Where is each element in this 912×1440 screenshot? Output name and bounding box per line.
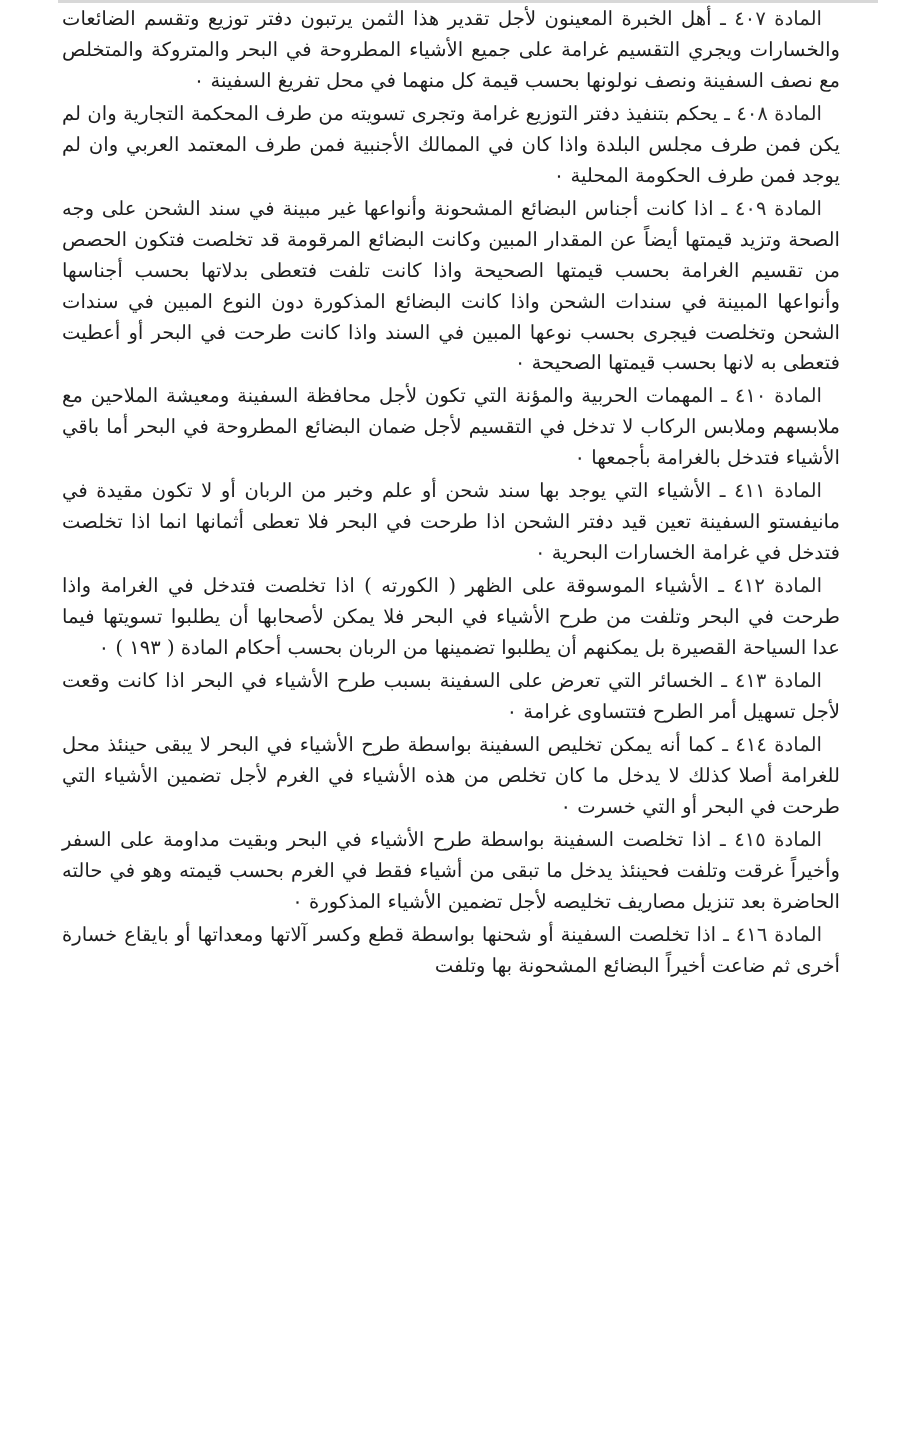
article-407 [62, 4, 840, 97]
article-label: المادة ٤٠٨ ـ [724, 101, 822, 125]
article-416 [62, 920, 840, 982]
article-label: المادة ٤١٢ ـ [718, 574, 823, 598]
article-text: الأشياء الموسوقة على الظهر ( الكورته ) اذا تخلصت فتدخل في الغرامة واذا طرحت في البحر وتلفت من طرح الأشياء في البحر فلا يمكن لأصحابها أن يطلبوا تسويتها فيما عدا السياحة القصيرة بل يمكنهم أن يطلبوا تضمينها من الربان بحسب أحكام المادة ( ١٩٣ ) ٠ [62, 574, 840, 660]
article-label: المادة ٤١٥ ـ [719, 827, 822, 851]
article-label: المادة ٤١١ ـ [719, 479, 822, 503]
document-page [62, 4, 840, 984]
article-text: اذا كانت أجناس البضائع المشحونة وأنواعها غير مبينة في سند الشحن على وجه الصحة وتزيد قيمتها أيضاً عن المقدار المبين وكانت البضائع المرقومة قد تخلصت فتكون الحصص من تقسيم الغرامة بحسب قيمتها الصحيحة واذا كانت تلفت فتعطى بدلاتها بحسب أجناسها وأنواعها المبينة في سندات الشحن واذا كانت البضائع المذكورة دون النوع المبين في سندات الشحن وتخلصت فيجرى بحسب نوعها المبين في السند واذا كانت طرحت في البحر أو أعطيت فتعطى به لانها بحسب قيمتها الصحيحة ٠ [62, 196, 840, 375]
article-text: الخسائر التي تعرض على السفينة بسبب طرح الأشياء في البحر اذا كانت وقعت لأجل تسهيل أمر الطرح فتتساوى غرامة ٠ [62, 669, 840, 723]
article-text: يحكم بتنفيذ دفتر التوزيع غرامة وتجرى تسويته من طرف المحكمة التجارية وان لم يكن فمن طرف مجلس البلدة واذا كان في الممالك الأجنبية فمن طرف المعتمد العربي وان لم يوجد فمن طرف الحكومة المحلية ٠ [62, 101, 840, 187]
article-label: المادة ٤٠٩ ـ [721, 196, 822, 220]
article-text: اذا تخلصت السفينة أو شحنها بواسطة قطع وكسر آلاتها ومعداتها أو بايقاع خسارة أخرى ثم ضاعت أخيراً البضائع المشحونة بها وتلفت [62, 922, 840, 977]
article-label: المادة ٤٠٧ ـ [720, 7, 823, 30]
article-415 [62, 825, 840, 918]
article-text: المهمات الحربية والمؤنة التي تكون لأجل محافظة السفينة ومعيشة الملاحين مع ملابسهم وملابس الركاب لا تدخل في التقسيم لأجل ضمان البضائع المطروحة في البحر أما باقي الأشياء فتدخل بالغرامة بأجمعها ٠ [62, 384, 840, 470]
article-label: المادة ٤١٤ ـ [722, 732, 822, 756]
article-409 [62, 194, 840, 380]
article-text: كما أنه يمكن تخليص السفينة بواسطة طرح الأشياء في البحر لا يبقى حينئذ محل للغرامة أصلا كذلك لا يدخل ما كان تخلص من هذه الأشياء في الغرم لأجل تضمين الأشياء التي طرحت في البحر أو التي خسرت ٠ [62, 732, 840, 818]
article-label: المادة ٤١٦ ـ [723, 922, 823, 946]
article-label: المادة ٤١٠ ـ [721, 384, 822, 408]
article-413 [62, 666, 840, 728]
article-412 [62, 571, 840, 664]
article-label: المادة ٤١٣ ـ [721, 669, 822, 693]
article-410 [62, 381, 840, 474]
article-414 [62, 730, 840, 823]
article-text: أهل الخبرة المعينون لأجل تقدير هذا الثمن يرتبون دفتر توزيع وتقسم الضائعات والخسارات ويجري التقسيم غرامة على جميع الأشياء المطروحة في البحر والمتروكة والمتخلص مع نصف السفينة ونصف نولونها بحسب قيمة كل منهما في محل تفريغ السفينة ٠ [62, 7, 840, 92]
article-text: الأشياء التي يوجد بها سند شحن أو علم وخبر من الربان أو لا تكون مقيدة في مانيفستو السفينة تعين قيد دفتر الشحن اذا طرحت في البحر فلا تعطى أثمانها انما اذا تخلصت فتدخل في غرامة الخسارات البحرية ٠ [62, 479, 840, 565]
top-rule [58, 0, 878, 3]
article-408 [62, 99, 840, 192]
article-text: اذا تخلصت السفينة بواسطة طرح الأشياء في البحر وبقيت مداومة على السفر وأخيراً غرقت وتلفت فحينئذ يدخل ما تبقى من أشياء فقط في الغرم بحسب قيمته وهو في حالته الحاضرة بعد تنزيل مصاريف تخليصه لأجل تضمين الأشياء المذكورة ٠ [62, 827, 840, 913]
article-411 [62, 476, 840, 569]
